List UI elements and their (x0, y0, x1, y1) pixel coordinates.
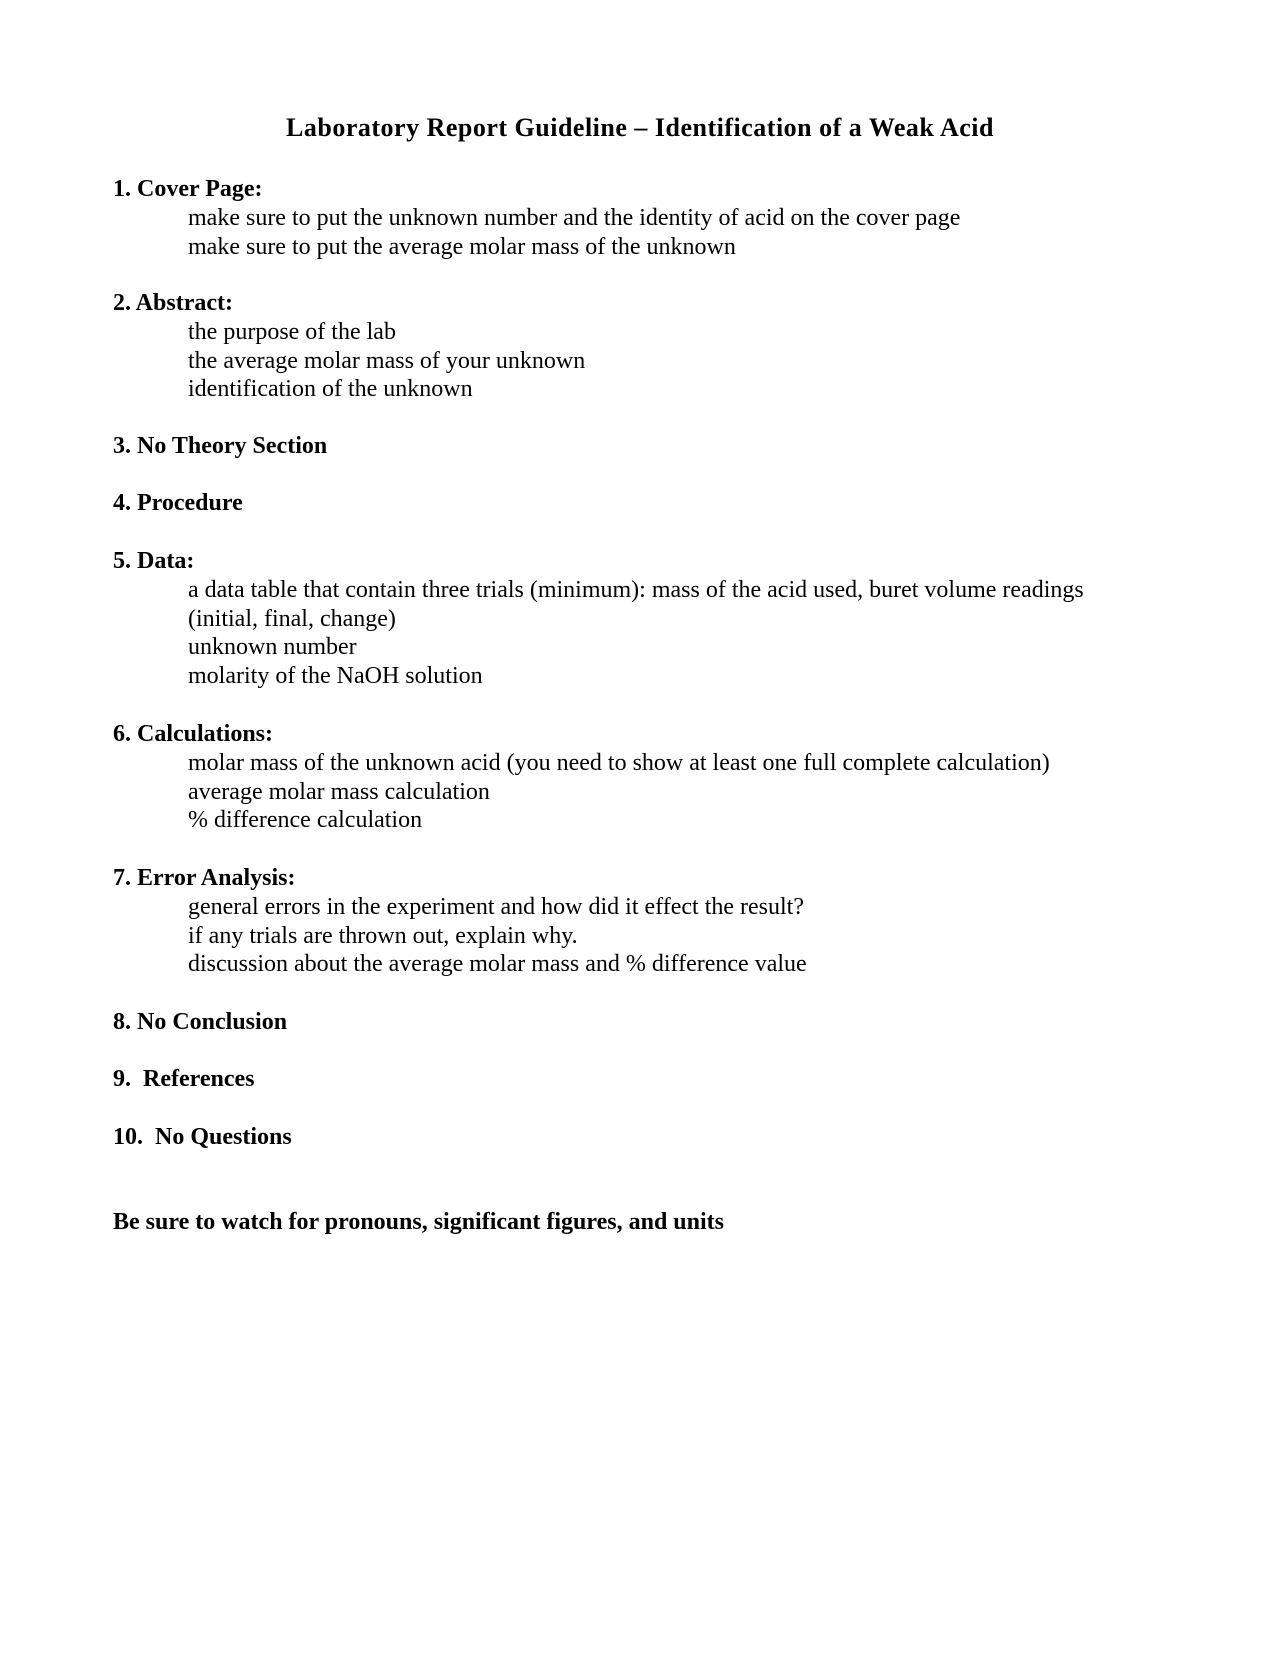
section-heading: 7. Error Analysis: (113, 865, 296, 891)
section-heading: 5. Data: (113, 548, 195, 574)
section-no-conclusion (113, 1008, 1213, 1037)
section-no-questions (113, 1123, 1213, 1152)
section-heading: 4. Procedure (113, 490, 243, 516)
section-line: if any trials are thrown out, explain why. (188, 922, 578, 949)
section-line: % difference calculation (188, 807, 423, 834)
section-heading: 10. No Questions (113, 1124, 292, 1150)
section-heading: 9. References (113, 1066, 255, 1092)
section-heading: 3. No Theory Section (113, 433, 328, 459)
section-abstract (113, 289, 1213, 404)
section-cover-page (113, 175, 1213, 261)
section-line: the purpose of the lab (188, 319, 396, 345)
section-no-theory (113, 432, 1213, 461)
section-references (113, 1065, 1213, 1094)
section-line: molar mass of the unknown acid (you need to show at least one full complete calculation) (188, 750, 1050, 776)
section-heading: 2. Abstract: (113, 290, 233, 316)
footer-note: Be sure to watch for pronouns, significant figures, and units (113, 1209, 724, 1235)
section-line: make sure to put the unknown number and the identity of acid on the cover page (188, 205, 961, 231)
section-line: average molar mass calculation (188, 778, 490, 805)
section-line: (initial, final, change) (188, 605, 396, 632)
section-line: identification of the unknown (188, 376, 473, 403)
section-line: make sure to put the average molar mass of the unknown (188, 233, 736, 260)
section-heading: 8. No Conclusion (113, 1009, 288, 1035)
section-line: discussion about the average molar mass and % difference value (188, 951, 807, 978)
section-line: general errors in the experiment and how did it effect the result? (188, 894, 804, 920)
section-heading: 6. Calculations: (113, 721, 274, 747)
page-title: Laboratory Report Guideline – Identification of a Weak Acid (286, 113, 994, 142)
section-heading: 1. Cover Page: (113, 176, 263, 202)
section-line: molarity of the NaOH solution (188, 663, 483, 690)
section-line: a data table that contain three trials (minimum): mass of the acid used, buret volume readings (188, 577, 1084, 603)
section-line: unknown number (188, 634, 357, 661)
section-procedure (113, 489, 1213, 518)
section-calculations (113, 720, 1213, 835)
section-error-analysis (113, 864, 1213, 979)
section-data (113, 547, 1213, 691)
section-line: the average molar mass of your unknown (188, 347, 586, 374)
